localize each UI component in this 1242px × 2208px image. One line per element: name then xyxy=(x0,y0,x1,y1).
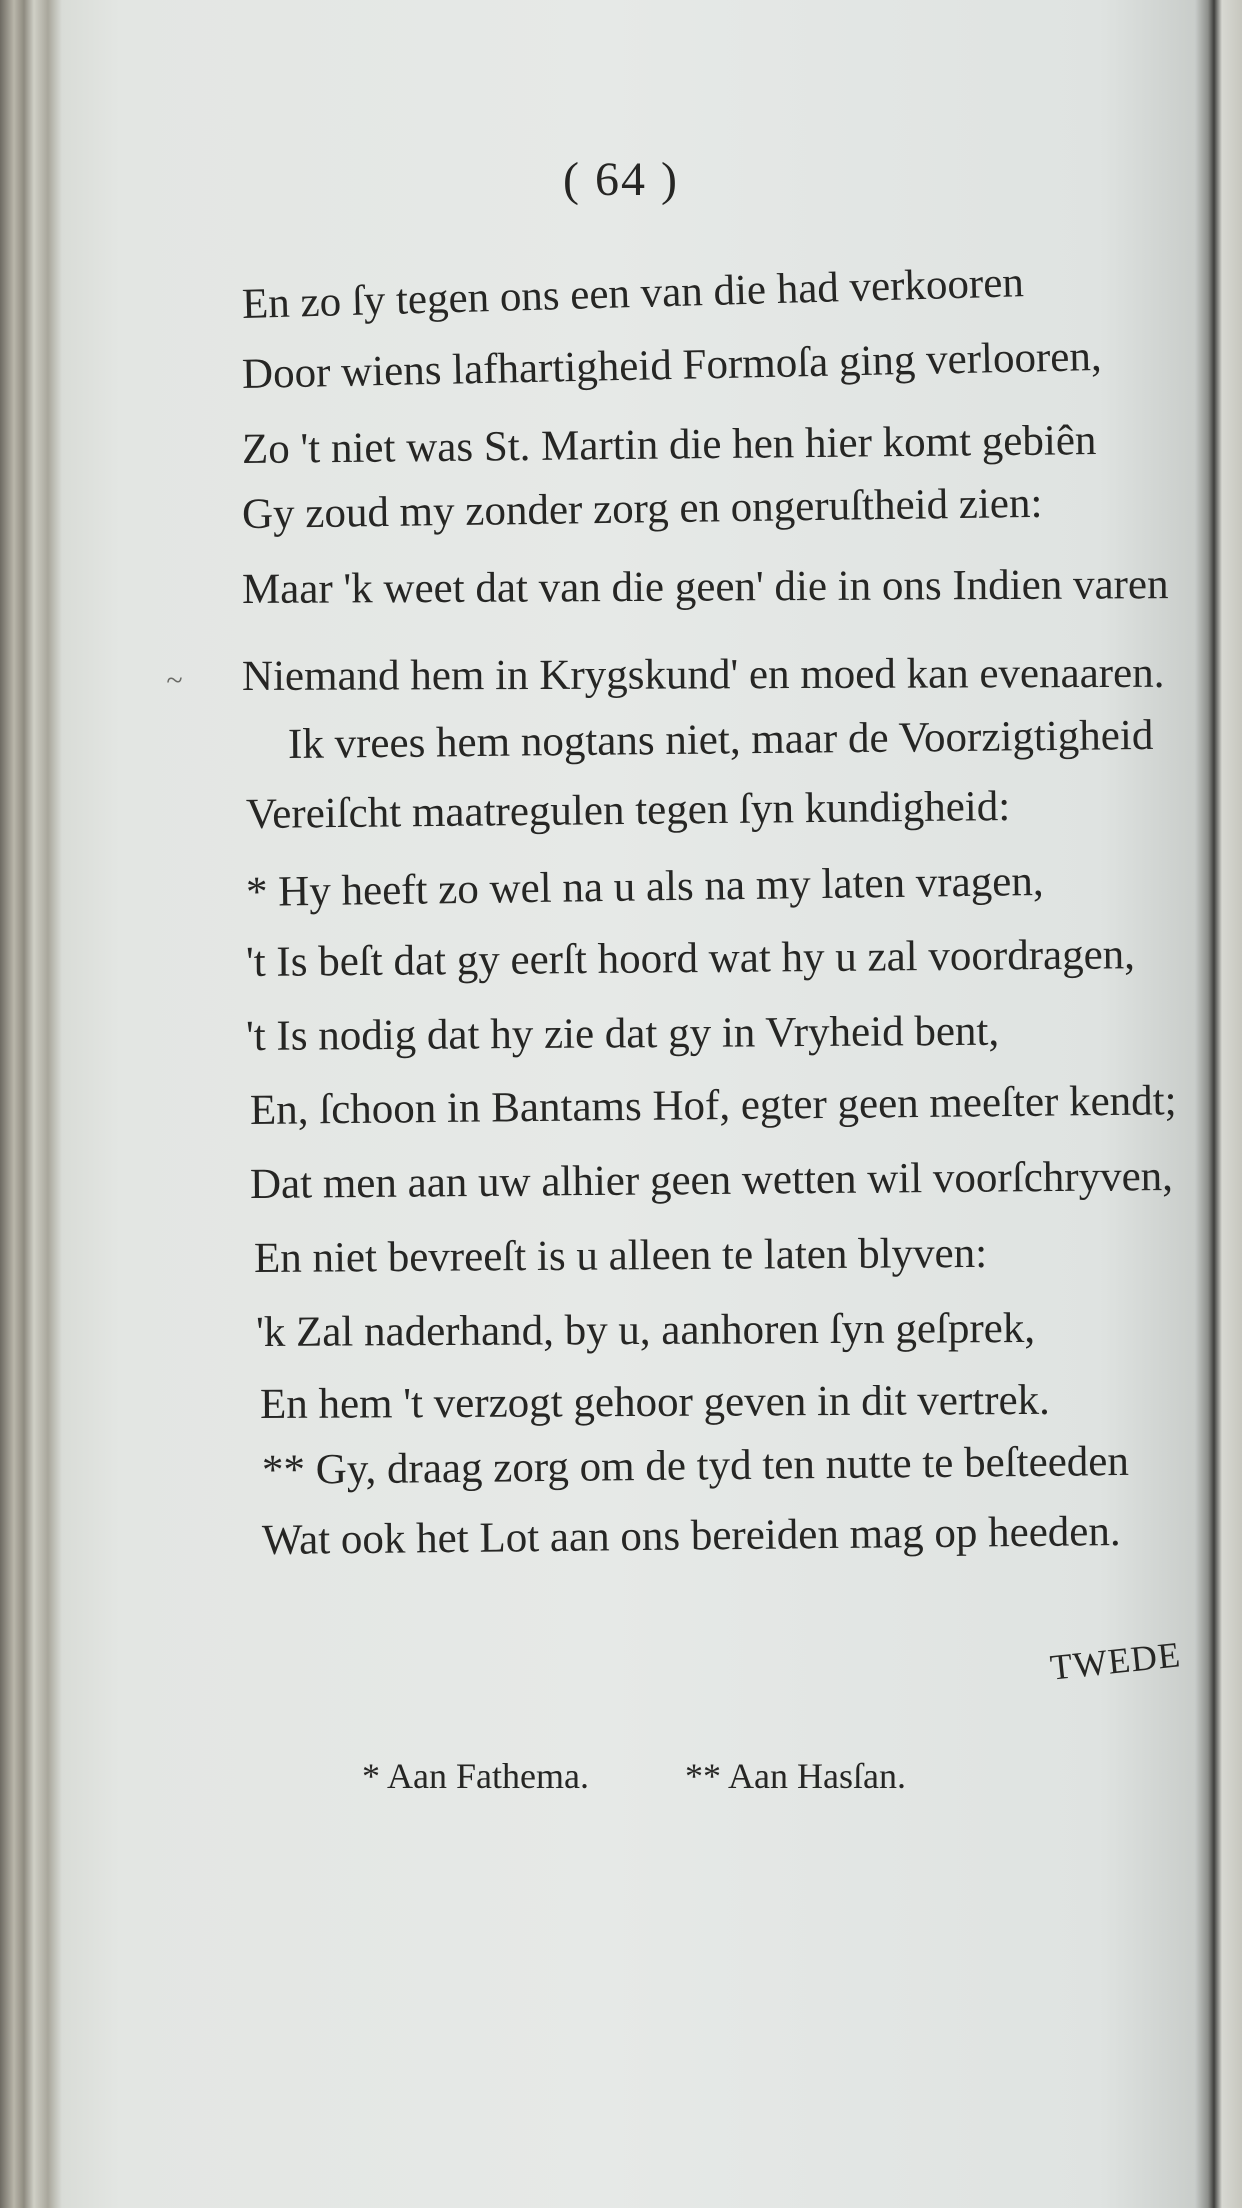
poem-line: Ik vrees hem nogtans niet, maar de Voorzigtigheid xyxy=(287,711,1154,768)
poem-line: 't Is beſt dat gy eerſt hoord wat hy u zal voordragen, xyxy=(245,931,1136,986)
poem-line: ** Gy, draag zorg om de tyd ten nutte te beſteeden xyxy=(261,1437,1130,1494)
poem-line: Dat men aan uw alhier geen wetten wil voorſchryven, xyxy=(249,1152,1174,1208)
poem-line: En hem 't verzogt gehoor geven in dit vertrek. xyxy=(259,1376,1050,1428)
poem-line: Gy zoud my zonder zorg en ongeruſtheid zien: xyxy=(241,479,1043,538)
poem-line: 'k Zal naderhand, by u, aanhoren ſyn geſprek, xyxy=(255,1304,1036,1356)
poem-line: Maar 'k weet dat van die geen' die in ons Indien varen xyxy=(241,561,1169,613)
footnote-1: * Aan Fathema. xyxy=(362,1756,589,1796)
catchword: TWEDE xyxy=(1048,1634,1183,1688)
poem-line: Zo 't niet was St. Martin die hen hier komt gebiên xyxy=(241,417,1097,473)
poem-line: * Hy heeft zo wel na u als na my laten vragen, xyxy=(245,857,1044,916)
poem-line: Vereiſcht maatregulen tegen ſyn kundigheid: xyxy=(245,782,1011,838)
margin-annotation: ~ xyxy=(166,664,183,697)
poem-line: En, ſchoon in Bantams Hof, egter geen meeſter kendt; xyxy=(249,1077,1177,1134)
poem-line: Wat ook het Lot aan ons bereiden mag op heeden. xyxy=(261,1508,1121,1564)
footnote-2: ** Aan Hasſan. xyxy=(685,1756,906,1796)
poem-line: Niemand hem in Krygskund' en moed kan evenaaren. xyxy=(241,649,1165,700)
poem-line: Door wiens lafhartigheid Formoſa ging verlooren, xyxy=(241,332,1103,398)
page-number: ( 64 ) xyxy=(563,153,679,206)
poem-line: En zo ſy tegen ons een van die had verkooren xyxy=(241,259,1025,328)
poem-line: 't Is nodig dat hy zie dat gy in Vryheid bent, xyxy=(245,1007,1000,1060)
poem-line: En niet bevreeſt is u alleen te laten blyven: xyxy=(253,1229,988,1282)
